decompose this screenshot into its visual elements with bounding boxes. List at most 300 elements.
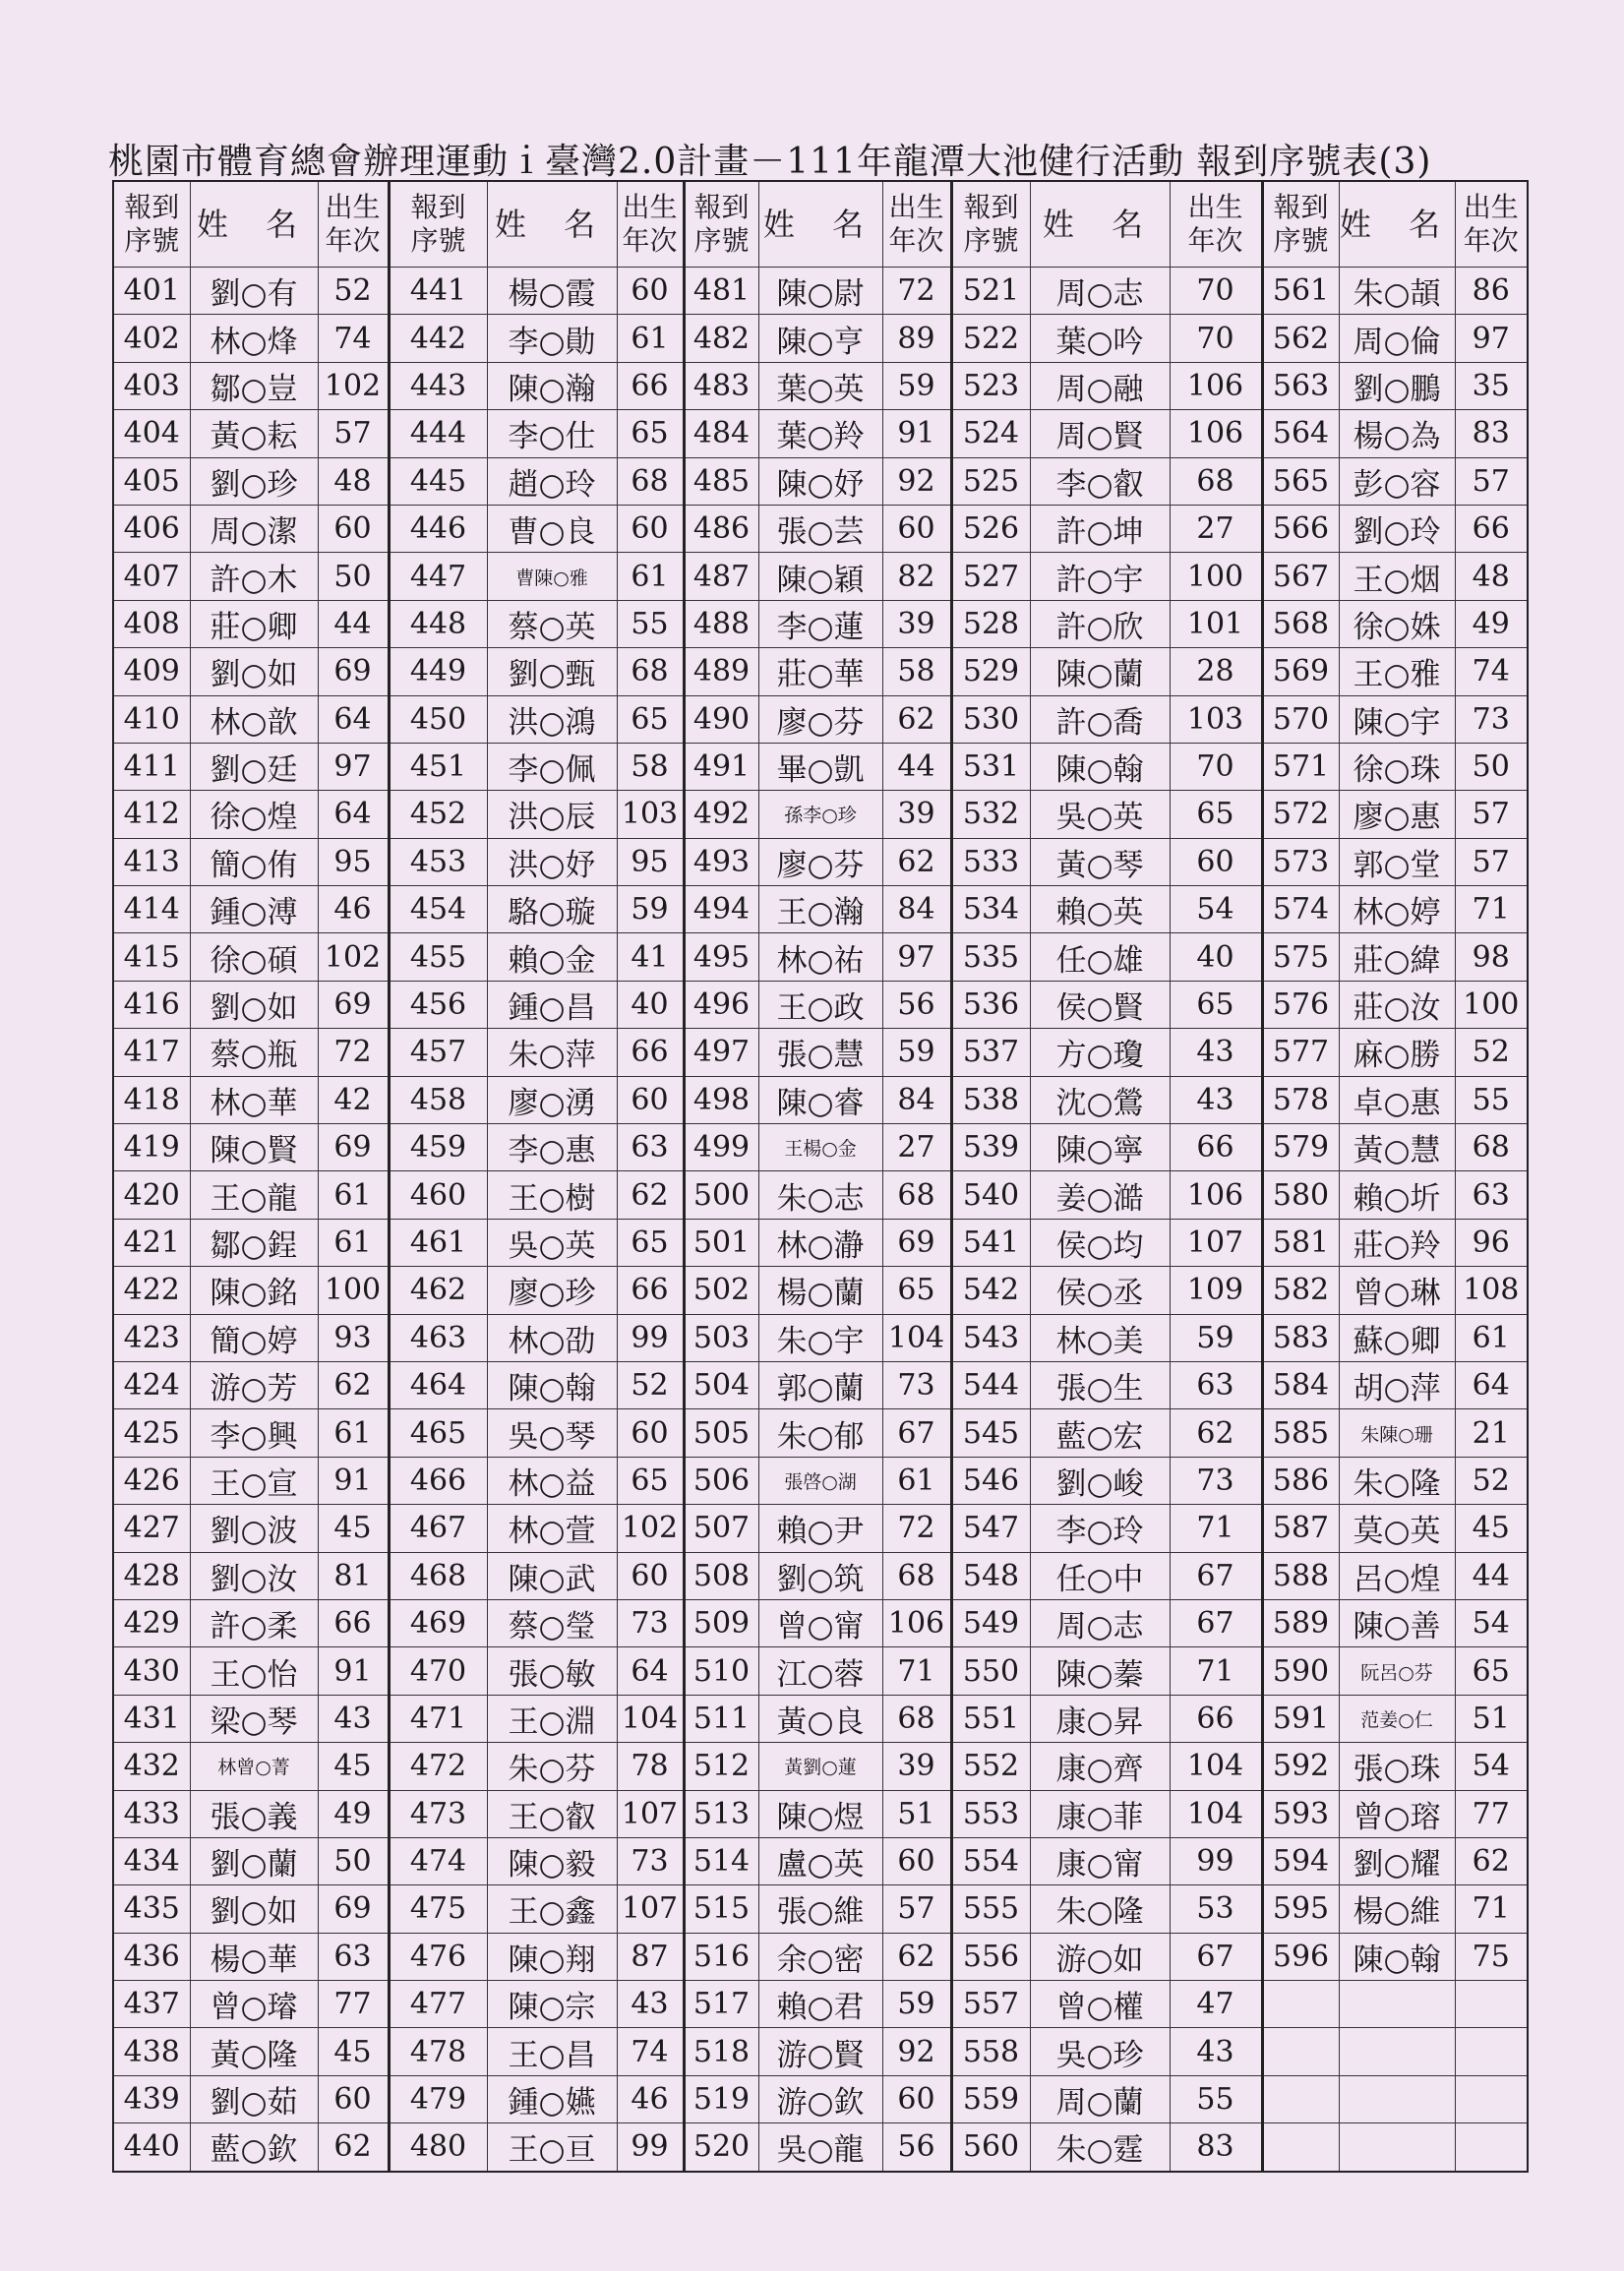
table-row xyxy=(113,1552,1528,1599)
cell-number: 554 xyxy=(951,1837,1030,1884)
cell-year: 40 xyxy=(1170,933,1262,981)
cell-year: 44 xyxy=(318,600,389,647)
cell-year: 75 xyxy=(1455,1933,1528,1980)
table-row xyxy=(113,1361,1528,1408)
cell-number: 540 xyxy=(951,1171,1030,1219)
table-row xyxy=(113,1885,1528,1933)
cell-year: 96 xyxy=(1455,1219,1528,1266)
cell-year: 107 xyxy=(617,1885,684,1933)
cell-year: 66 xyxy=(1455,505,1528,552)
cell-name: 余○密 xyxy=(758,1933,882,1980)
cell-year: 61 xyxy=(882,1457,951,1504)
cell-number: 498 xyxy=(684,1076,758,1123)
cell-number: 582 xyxy=(1262,1267,1339,1314)
cell-name: 賴○尹 xyxy=(758,1505,882,1552)
cell-name: 蔡○瑩 xyxy=(487,1599,617,1646)
cell-number: 485 xyxy=(684,457,758,505)
cell-number xyxy=(1262,2028,1339,2075)
cell-year: 71 xyxy=(1455,886,1528,933)
cell-year: 108 xyxy=(1455,1267,1528,1314)
cell-year: 61 xyxy=(617,315,684,362)
cell-year: 55 xyxy=(617,600,684,647)
cell-number: 503 xyxy=(684,1314,758,1361)
cell-number: 527 xyxy=(951,553,1030,600)
cell-name: 賴○英 xyxy=(1030,886,1170,933)
cell-year: 58 xyxy=(617,743,684,790)
cell-number: 452 xyxy=(389,791,487,838)
cell-name: 侯○均 xyxy=(1030,1219,1170,1266)
cell-number: 414 xyxy=(113,886,190,933)
cell-year: 106 xyxy=(882,1599,951,1646)
cell-name: 莊○汝 xyxy=(1339,981,1455,1028)
cell-year: 44 xyxy=(882,743,951,790)
cell-name: 藍○欽 xyxy=(190,2123,318,2172)
cell-number: 528 xyxy=(951,600,1030,647)
cell-name: 周○倫 xyxy=(1339,315,1455,362)
cell-number: 495 xyxy=(684,933,758,981)
cell-name: 賴○金 xyxy=(487,933,617,981)
cell-name: 林○劭 xyxy=(487,1314,617,1361)
table-row xyxy=(113,886,1528,933)
cell-number: 444 xyxy=(389,410,487,457)
cell-year: 78 xyxy=(617,1743,684,1790)
cell-year: 106 xyxy=(1170,1171,1262,1219)
cell-name: 黃○耘 xyxy=(190,410,318,457)
table-row xyxy=(113,1837,1528,1884)
cell-name: 周○志 xyxy=(1030,1599,1170,1646)
cell-name: 藍○宏 xyxy=(1030,1409,1170,1457)
cell-name: 吳○英 xyxy=(487,1219,617,1266)
cell-year: 61 xyxy=(318,1171,389,1219)
cell-year: 102 xyxy=(318,362,389,409)
cell-name: 侯○丞 xyxy=(1030,1267,1170,1314)
cell-year: 40 xyxy=(617,981,684,1028)
cell-name: 張○義 xyxy=(190,1790,318,1837)
cell-year: 62 xyxy=(882,1933,951,1980)
cell-name: 康○昇 xyxy=(1030,1695,1170,1742)
cell-name: 陳○賢 xyxy=(190,1124,318,1171)
table-row xyxy=(113,1790,1528,1837)
cell-name: 蔡○英 xyxy=(487,600,617,647)
cell-name: 陳○宇 xyxy=(1339,695,1455,743)
cell-name: 楊○霞 xyxy=(487,268,617,315)
cell-name: 駱○璇 xyxy=(487,886,617,933)
cell-number: 578 xyxy=(1262,1076,1339,1123)
cell-name: 莊○羚 xyxy=(1339,1219,1455,1266)
cell-name: 陳○尉 xyxy=(758,268,882,315)
cell-number: 426 xyxy=(113,1457,190,1504)
cell-year: 66 xyxy=(617,1267,684,1314)
cell-number: 493 xyxy=(684,838,758,885)
cell-year: 72 xyxy=(882,268,951,315)
cell-number: 510 xyxy=(684,1647,758,1695)
cell-year: 55 xyxy=(1455,1076,1528,1123)
cell-name: 黃○琴 xyxy=(1030,838,1170,885)
cell-number: 463 xyxy=(389,1314,487,1361)
cell-name: 黃○隆 xyxy=(190,2028,318,2075)
cell-name: 劉○如 xyxy=(190,981,318,1028)
cell-number: 435 xyxy=(113,1885,190,1933)
cell-year: 77 xyxy=(1455,1790,1528,1837)
cell-number: 515 xyxy=(684,1885,758,1933)
cell-year: 69 xyxy=(318,981,389,1028)
cell-name: 王○烟 xyxy=(1339,553,1455,600)
cell-name: 周○志 xyxy=(1030,268,1170,315)
cell-name: 朱○隆 xyxy=(1339,1457,1455,1504)
table-row xyxy=(113,981,1528,1028)
cell-number: 478 xyxy=(389,2028,487,2075)
cell-number: 401 xyxy=(113,268,190,315)
cell-name: 林○婷 xyxy=(1339,886,1455,933)
cell-year: 59 xyxy=(882,1029,951,1076)
cell-year: 104 xyxy=(617,1695,684,1742)
cell-year: 65 xyxy=(617,695,684,743)
cell-number: 461 xyxy=(389,1219,487,1266)
cell-name: 陳○武 xyxy=(487,1552,617,1599)
table-row xyxy=(113,1124,1528,1171)
cell-number: 497 xyxy=(684,1029,758,1076)
cell-number: 499 xyxy=(684,1124,758,1171)
cell-name: 黃○良 xyxy=(758,1695,882,1742)
cell-year: 62 xyxy=(617,1171,684,1219)
cell-year: 60 xyxy=(882,1837,951,1884)
cell-number: 518 xyxy=(684,2028,758,2075)
cell-number: 480 xyxy=(389,2123,487,2172)
cell-year: 74 xyxy=(318,315,389,362)
cell-name: 林○華 xyxy=(190,1076,318,1123)
cell-year: 52 xyxy=(1455,1029,1528,1076)
cell-number: 512 xyxy=(684,1743,758,1790)
cell-name: 朱○宇 xyxy=(758,1314,882,1361)
cell-name: 鍾○昌 xyxy=(487,981,617,1028)
cell-year: 66 xyxy=(1170,1124,1262,1171)
table-row xyxy=(113,648,1528,695)
cell-number: 448 xyxy=(389,600,487,647)
cell-year: 48 xyxy=(1455,553,1528,600)
cell-name: 方○瓊 xyxy=(1030,1029,1170,1076)
cell-number: 517 xyxy=(684,1981,758,2028)
cell-year: 51 xyxy=(882,1790,951,1837)
cell-name: 陳○毅 xyxy=(487,1837,617,1884)
cell-number: 415 xyxy=(113,933,190,981)
cell-number: 464 xyxy=(389,1361,487,1408)
cell-year: 45 xyxy=(318,1505,389,1552)
cell-year: 68 xyxy=(617,457,684,505)
cell-year: 27 xyxy=(882,1124,951,1171)
cell-year: 97 xyxy=(1455,315,1528,362)
cell-number: 580 xyxy=(1262,1171,1339,1219)
cell-number: 486 xyxy=(684,505,758,552)
cell-number: 462 xyxy=(389,1267,487,1314)
cell-year: 109 xyxy=(1170,1267,1262,1314)
table-row xyxy=(113,1695,1528,1742)
cell-name xyxy=(1339,2028,1455,2075)
cell-year: 65 xyxy=(882,1267,951,1314)
cell-number: 450 xyxy=(389,695,487,743)
cell-year: 66 xyxy=(617,1029,684,1076)
cell-year: 57 xyxy=(882,1885,951,1933)
cell-number: 574 xyxy=(1262,886,1339,933)
cell-name: 莊○卿 xyxy=(190,600,318,647)
cell-name: 周○賢 xyxy=(1030,410,1170,457)
cell-name: 李○興 xyxy=(190,1409,318,1457)
cell-year: 39 xyxy=(882,600,951,647)
cell-number: 576 xyxy=(1262,981,1339,1028)
cell-year: 45 xyxy=(318,2028,389,2075)
cell-number: 571 xyxy=(1262,743,1339,790)
cell-year: 45 xyxy=(318,1743,389,1790)
cell-name: 卓○惠 xyxy=(1339,1076,1455,1123)
cell-number: 403 xyxy=(113,362,190,409)
cell-year: 60 xyxy=(617,1409,684,1457)
cell-name: 李○佩 xyxy=(487,743,617,790)
cell-number: 488 xyxy=(684,600,758,647)
cell-year: 106 xyxy=(1170,410,1262,457)
cell-year: 65 xyxy=(617,410,684,457)
cell-name xyxy=(1339,2123,1455,2172)
cell-year: 69 xyxy=(318,1124,389,1171)
cell-year: 43 xyxy=(318,1695,389,1742)
cell-name: 朱○芬 xyxy=(487,1743,617,1790)
cell-number: 429 xyxy=(113,1599,190,1646)
cell-year: 43 xyxy=(1170,1029,1262,1076)
cell-year: 65 xyxy=(1170,791,1262,838)
cell-year: 77 xyxy=(318,1981,389,2028)
cell-year: 52 xyxy=(617,1361,684,1408)
cell-year: 93 xyxy=(318,1314,389,1361)
cell-year: 68 xyxy=(1170,457,1262,505)
cell-year: 50 xyxy=(318,553,389,600)
cell-number: 492 xyxy=(684,791,758,838)
table-row xyxy=(113,695,1528,743)
table-row xyxy=(113,1981,1528,2028)
table-row xyxy=(113,2123,1528,2172)
cell-number: 443 xyxy=(389,362,487,409)
cell-year: 60 xyxy=(318,2075,389,2122)
cell-number: 522 xyxy=(951,315,1030,362)
cell-number: 436 xyxy=(113,1933,190,1980)
cell-name: 廖○芬 xyxy=(758,838,882,885)
cell-name: 徐○煌 xyxy=(190,791,318,838)
cell-number: 472 xyxy=(389,1743,487,1790)
cell-name: 劉○耀 xyxy=(1339,1837,1455,1884)
cell-year: 106 xyxy=(1170,362,1262,409)
cell-number: 550 xyxy=(951,1647,1030,1695)
cell-name: 陳○睿 xyxy=(758,1076,882,1123)
cell-year: 89 xyxy=(882,315,951,362)
cell-year: 62 xyxy=(318,1361,389,1408)
table-body xyxy=(113,268,1528,2172)
cell-year: 62 xyxy=(882,695,951,743)
cell-number: 408 xyxy=(113,600,190,647)
cell-number: 407 xyxy=(113,553,190,600)
cell-name: 康○菲 xyxy=(1030,1790,1170,1837)
cell-year: 64 xyxy=(318,695,389,743)
cell-number: 594 xyxy=(1262,1837,1339,1884)
cell-name: 陳○翰 xyxy=(487,1361,617,1408)
cell-name: 洪○辰 xyxy=(487,791,617,838)
cell-year: 91 xyxy=(318,1457,389,1504)
cell-name: 王○雅 xyxy=(1339,648,1455,695)
cell-number: 566 xyxy=(1262,505,1339,552)
table-row xyxy=(113,1171,1528,1219)
header-name: 姓 名 xyxy=(1030,181,1170,268)
cell-number: 530 xyxy=(951,695,1030,743)
cell-name: 劉○有 xyxy=(190,268,318,315)
cell-year: 21 xyxy=(1455,1409,1528,1457)
cell-year: 55 xyxy=(1170,2075,1262,2122)
cell-number: 595 xyxy=(1262,1885,1339,1933)
cell-number: 491 xyxy=(684,743,758,790)
cell-number: 536 xyxy=(951,981,1030,1028)
cell-year: 70 xyxy=(1170,743,1262,790)
cell-number: 483 xyxy=(684,362,758,409)
cell-number: 570 xyxy=(1262,695,1339,743)
cell-name xyxy=(1339,2075,1455,2122)
table-row xyxy=(113,600,1528,647)
cell-name: 王○昌 xyxy=(487,2028,617,2075)
cell-year: 104 xyxy=(1170,1743,1262,1790)
cell-name: 彭○容 xyxy=(1339,457,1455,505)
cell-year: 73 xyxy=(1455,695,1528,743)
cell-number: 481 xyxy=(684,268,758,315)
cell-name: 陳○翰 xyxy=(1030,743,1170,790)
cell-number: 420 xyxy=(113,1171,190,1219)
cell-number: 476 xyxy=(389,1933,487,1980)
cell-year: 42 xyxy=(318,1076,389,1123)
cell-name: 葉○英 xyxy=(758,362,882,409)
cell-name: 陳○亨 xyxy=(758,315,882,362)
cell-name: 許○木 xyxy=(190,553,318,600)
cell-name: 侯○賢 xyxy=(1030,981,1170,1028)
cell-number: 506 xyxy=(684,1457,758,1504)
cell-year: 102 xyxy=(318,933,389,981)
cell-name: 吳○龍 xyxy=(758,2123,882,2172)
cell-year: 51 xyxy=(1455,1695,1528,1742)
cell-year: 98 xyxy=(1455,933,1528,981)
cell-year: 50 xyxy=(1455,743,1528,790)
cell-name: 簡○侑 xyxy=(190,838,318,885)
cell-year: 66 xyxy=(617,362,684,409)
cell-year: 59 xyxy=(617,886,684,933)
cell-year: 28 xyxy=(1170,648,1262,695)
cell-name: 朱○萍 xyxy=(487,1029,617,1076)
cell-number: 482 xyxy=(684,315,758,362)
cell-name: 陳○翰 xyxy=(1339,1933,1455,1980)
cell-year: 74 xyxy=(1455,648,1528,695)
table-row xyxy=(113,1219,1528,1266)
table-row xyxy=(113,1743,1528,1790)
cell-number: 440 xyxy=(113,2123,190,2172)
cell-name: 任○雄 xyxy=(1030,933,1170,981)
cell-year: 60 xyxy=(318,505,389,552)
cell-name: 李○仕 xyxy=(487,410,617,457)
cell-number: 583 xyxy=(1262,1314,1339,1361)
cell-name: 王○瀚 xyxy=(758,886,882,933)
cell-year: 57 xyxy=(1455,838,1528,885)
cell-number: 466 xyxy=(389,1457,487,1504)
table-row xyxy=(113,1647,1528,1695)
cell-number: 484 xyxy=(684,410,758,457)
cell-name: 陳○寧 xyxy=(1030,1124,1170,1171)
cell-name: 葉○吟 xyxy=(1030,315,1170,362)
cell-year: 48 xyxy=(318,457,389,505)
cell-name: 鍾○嬿 xyxy=(487,2075,617,2122)
cell-name: 郭○蘭 xyxy=(758,1361,882,1408)
cell-name: 姜○澔 xyxy=(1030,1171,1170,1219)
cell-number: 545 xyxy=(951,1409,1030,1457)
cell-number: 529 xyxy=(951,648,1030,695)
cell-year: 95 xyxy=(617,838,684,885)
cell-number: 520 xyxy=(684,2123,758,2172)
cell-year: 95 xyxy=(318,838,389,885)
cell-name: 廖○芬 xyxy=(758,695,882,743)
cell-year: 63 xyxy=(318,1933,389,1980)
cell-year: 72 xyxy=(882,1505,951,1552)
cell-number: 422 xyxy=(113,1267,190,1314)
cell-number: 541 xyxy=(951,1219,1030,1266)
cell-number: 431 xyxy=(113,1695,190,1742)
cell-year: 72 xyxy=(318,1029,389,1076)
cell-number: 505 xyxy=(684,1409,758,1457)
cell-year: 57 xyxy=(318,410,389,457)
cell-number: 442 xyxy=(389,315,487,362)
cell-number: 577 xyxy=(1262,1029,1339,1076)
cell-number: 425 xyxy=(113,1409,190,1457)
cell-year: 99 xyxy=(1170,1837,1262,1884)
cell-name: 陳○蘭 xyxy=(1030,648,1170,695)
cell-number: 458 xyxy=(389,1076,487,1123)
cell-number: 428 xyxy=(113,1552,190,1599)
cell-number: 572 xyxy=(1262,791,1339,838)
cell-number: 457 xyxy=(389,1029,487,1076)
cell-name: 劉○峻 xyxy=(1030,1457,1170,1504)
cell-year: 56 xyxy=(882,981,951,1028)
cell-number: 553 xyxy=(951,1790,1030,1837)
cell-name: 畢○凱 xyxy=(758,743,882,790)
cell-number: 563 xyxy=(1262,362,1339,409)
cell-name: 黃○慧 xyxy=(1339,1124,1455,1171)
cell-name: 朱陳○珊 xyxy=(1339,1409,1455,1457)
cell-year: 83 xyxy=(1455,410,1528,457)
cell-name: 劉○蘭 xyxy=(190,1837,318,1884)
cell-number: 447 xyxy=(389,553,487,600)
cell-number: 508 xyxy=(684,1552,758,1599)
cell-year: 58 xyxy=(882,648,951,695)
cell-number: 454 xyxy=(389,886,487,933)
cell-year: 63 xyxy=(1455,1171,1528,1219)
cell-number: 421 xyxy=(113,1219,190,1266)
cell-name: 蘇○卿 xyxy=(1339,1314,1455,1361)
cell-year: 60 xyxy=(1170,838,1262,885)
cell-name: 王○樹 xyxy=(487,1171,617,1219)
cell-number: 494 xyxy=(684,886,758,933)
cell-number: 465 xyxy=(389,1409,487,1457)
cell-number: 418 xyxy=(113,1076,190,1123)
table-row xyxy=(113,505,1528,552)
cell-name: 劉○茹 xyxy=(190,2075,318,2122)
cell-number: 561 xyxy=(1262,268,1339,315)
cell-name: 張○慧 xyxy=(758,1029,882,1076)
header-name: 姓 名 xyxy=(487,181,617,268)
registration-table xyxy=(112,180,1529,2173)
cell-year: 50 xyxy=(318,1837,389,1884)
cell-name: 王楊○金 xyxy=(758,1124,882,1171)
cell-name: 沈○鶯 xyxy=(1030,1076,1170,1123)
cell-number: 423 xyxy=(113,1314,190,1361)
table-row xyxy=(113,1457,1528,1504)
cell-year: 59 xyxy=(882,1981,951,2028)
